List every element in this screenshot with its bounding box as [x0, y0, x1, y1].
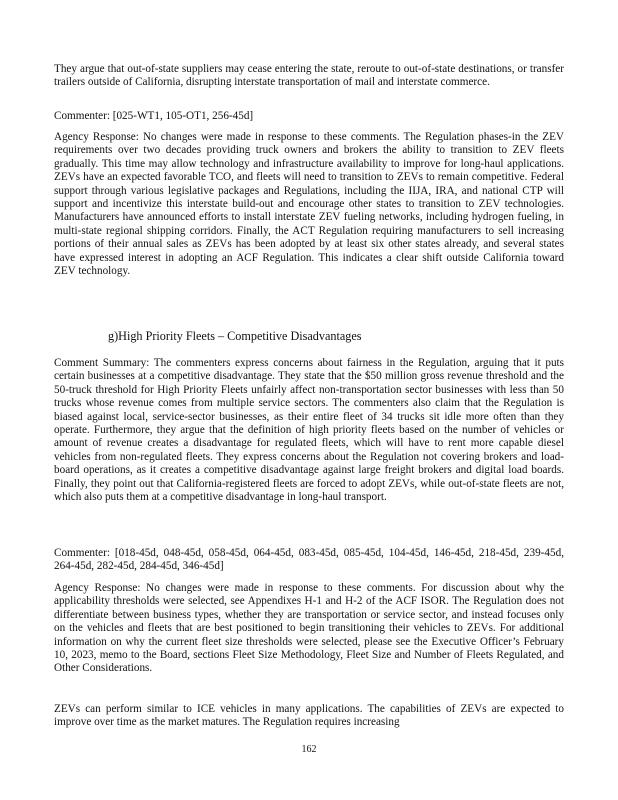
- page-number: 162: [301, 744, 317, 755]
- agency-response-2: Agency Response: No changes were made in response to these comments. For discussion about why the applicability thresholds were selected, see Appendixes H-1 and H-2 of the ACF ISOR. The Regulation does not differentiate between business types, whether they are transportation or service sector, and instead focuses only on the vehicles and fleets that are best positioned to begin transitioning their vehicles to ZEVs. For additional information on why the current fleet size thresholds were selected, please see the Executive Officer’s February 10, 2023, memo to the Board, sections Fleet Size Methodology, Fleet Size and Number of Fleets Regulated, and Other Considerations.: [54, 582, 564, 675]
- paragraph-zev-capabilities: ZEVs can perform similar to ICE vehicles in many applications. The capabilities of ZEVs are expected to improve over time as the market matures. The Regulation requires increasing: [54, 703, 564, 729]
- paragraph-interstate-concerns: They argue that out-of-state suppliers may cease entering the state, reroute to out-of-state destinations, or transfer trailers outside of California, disrupting interstate transportation of mail and interstate commerce.: [54, 63, 564, 89]
- section-heading: g)High Priority Fleets – Competitive Disadvantages: [108, 329, 362, 343]
- comment-summary: Comment Summary: The commenters express concerns about fairness in the Regulation, arguing that it puts certain businesses at a competitive disadvantage. They state that the $50 million gross revenue threshold and the 50-truck threshold for High Priority Fleets unfairly affect non-transportation sector businesses with less than 50 trucks whose revenue comes from multiple service sectors. The commenters also claim that the Regulation is biased against local, service-sector businesses, as their entire fleet of 34 trucks sit idle more often than they operate. Furthermore, they argue that the definition of high priority fleets based on the number of vehicles or amount of revenue creates a disadvantage for regulated fleets, which will have to rent more capable diesel vehicles from non-regulated fleets. They express concerns about the Regulation not covering brokers and load-board operations, as it creates a competitive disadvantage against large freight brokers and digital load boards. Finally, they point out that California-registered fleets are forced to adopt ZEVs, while out-of-state fleets are not, which also puts them at a competitive disadvantage in long-haul transport.: [54, 357, 564, 504]
- commenter-list-1: Commenter: [025-WT1, 105-OT1, 256-45d]: [54, 110, 254, 122]
- agency-response-1: Agency Response: No changes were made in response to these comments. The Regulation phases-in the ZEV requirements over two decades providing truck owners and brokers the ability to transition to ZEV fleets gradually. This time may allow technology and infrastructure availability to improve for long-haul applications. ZEVs have an expected favorable TCO, and fleets will need to transition to ZEVs to remain competitive. Federal support through various legislative packages and Regulations, including the IIJA, IRA, and national CTP will support and incentivize this interstate build-out and encourage other states to transition to ZEV technologies. Manufacturers have announced efforts to install interstate ZEV fueling networks, including hydrogen fueling, in multi-state regional shipping corridors. Finally, the ACT Regulation requiring manufacturers to sell increasing portions of their annual sales as ZEVs has been adopted by at least six other states already, and several states have expressed interest in adopting an ACF Regulation. This indicates a clear shift outside California toward ZEV technology.: [54, 131, 564, 278]
- commenter-list-2: Commenter: [018-45d, 048-45d, 058-45d, 064-45d, 083-45d, 085-45d, 104-45d, 146-45d, 218-45d, 239-45d, 264-45d, 282-45d, 284-45d, 346-45d]: [54, 547, 564, 573]
